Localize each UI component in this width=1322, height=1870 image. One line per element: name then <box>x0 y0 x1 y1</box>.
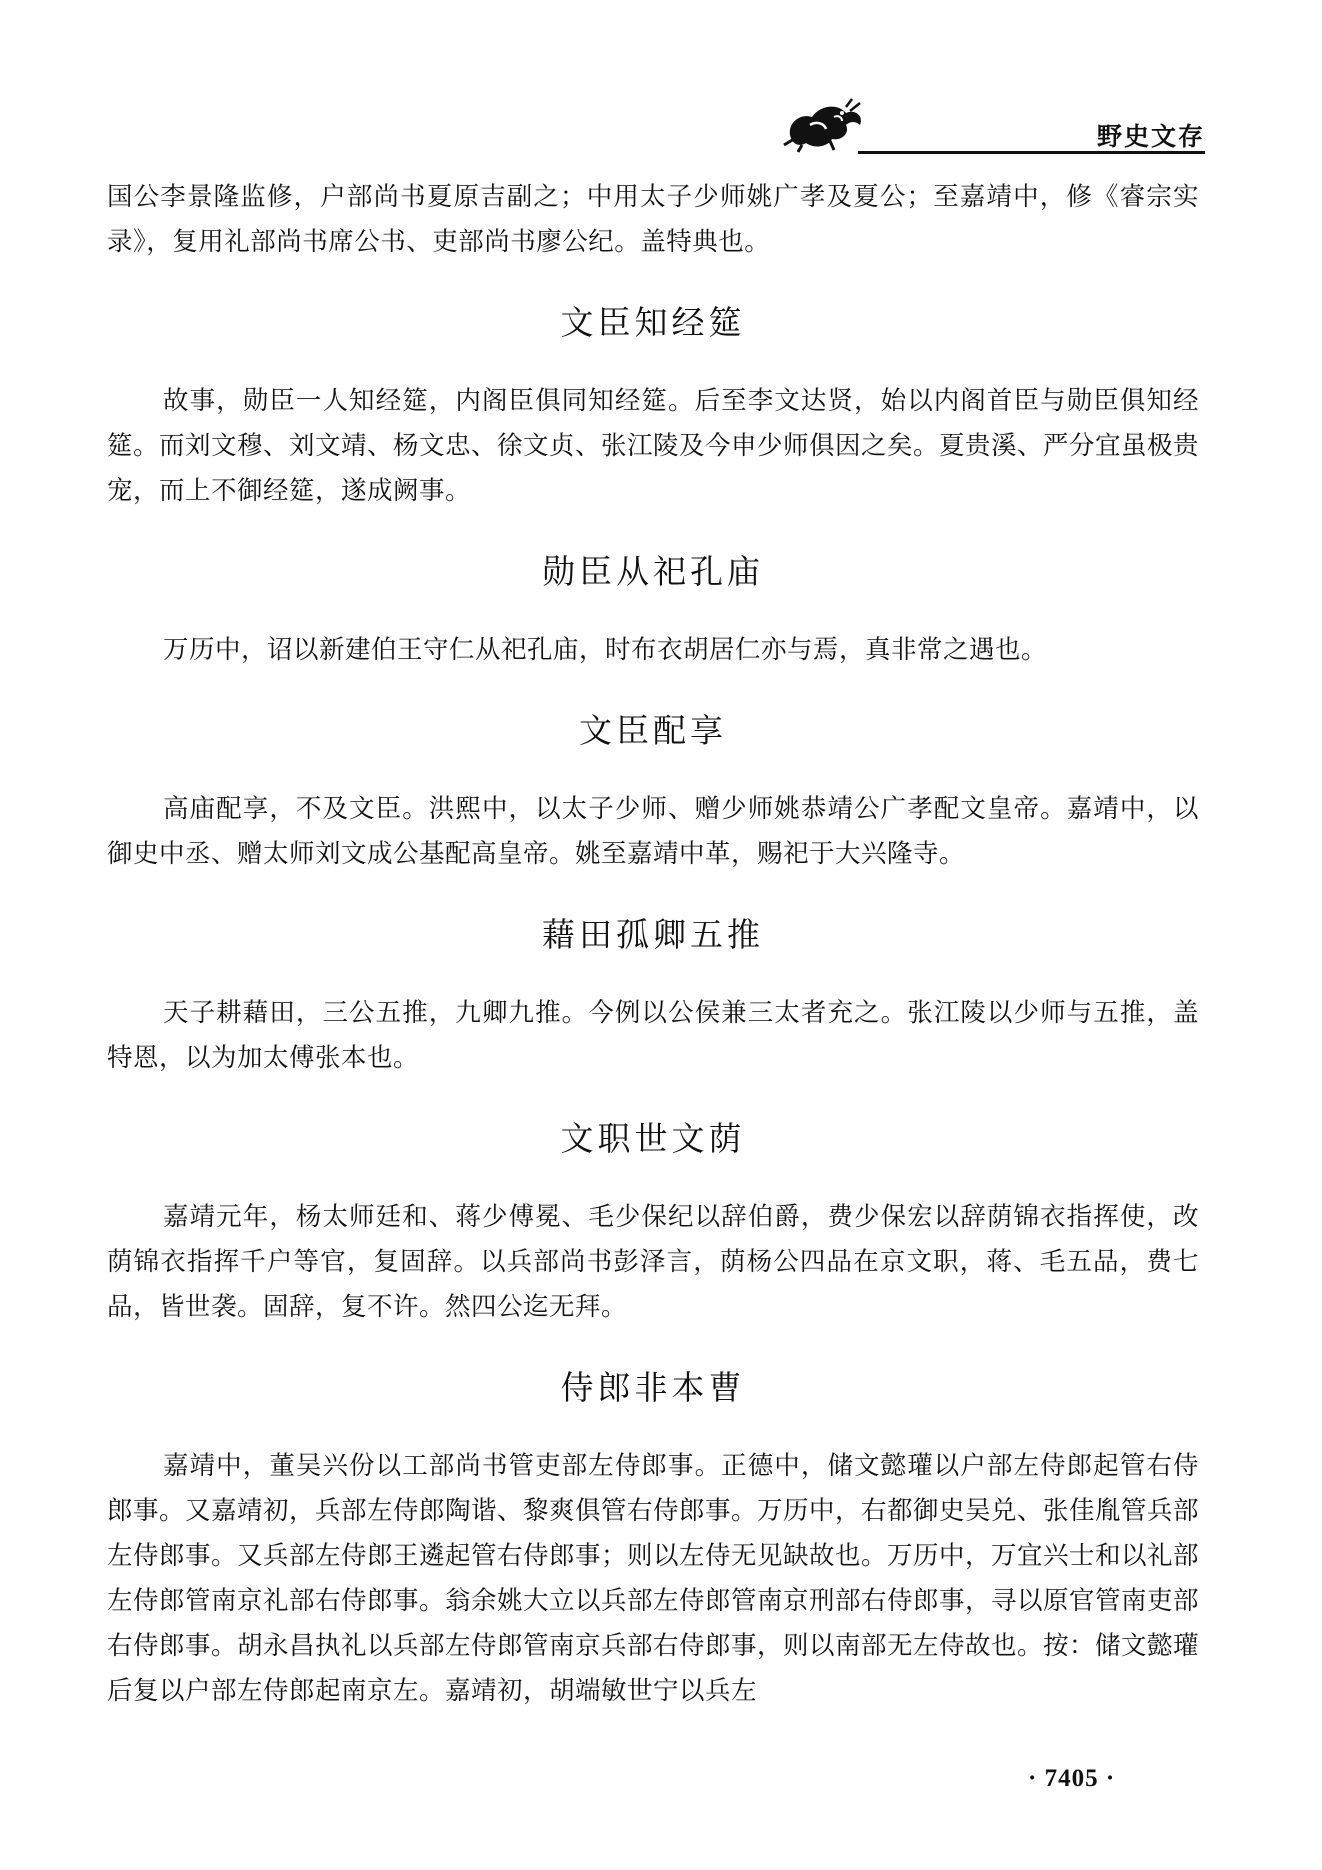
section-title-wenzhi-shi-wenyin: 文职世文荫 <box>560 1119 746 1158</box>
section-body-shilang-fei-bencao: 嘉靖中，董吴兴份以工部尚书管吏部左侍郎事。正德中，储文懿瓘以户部左侍郎起管右侍郎事。又嘉靖初，兵部左侍郎陶谐、黎爽俱管右侍郎事。万历中，右都御史吴兑、张佳胤管兵部左侍郎事。又兵部左侍郎王遴起管右侍郎事；则以左侍无见缺故也。万历中，万宜兴士和以礼部左侍郎管南京礼部右侍郎事。翁余姚大立以兵部左侍郎管南京刑部右侍郎事，寻以原官管南吏部右侍郎事。胡永昌执礼以兵部左侍郎管南京兵部右侍郎事，则以南部无左侍故也。按：储文懿瓘后复以户部左侍郎起南京左。嘉靖初，胡端敏世宁以兵左 <box>107 1451 1200 1706</box>
section-title-wenchen-peixiang: 文臣配享 <box>579 711 727 750</box>
intro-paragraph: 国公李景隆监修，户部尚书夏原吉副之；中用太子少师姚广孝及夏公；至嘉靖中，修《睿宗实录》，复用礼部尚书席公书、吏部尚书廖公纪。盖特典也。 <box>107 182 1199 257</box>
header-rule <box>858 151 1205 154</box>
page-number: · 7405 · <box>1028 1765 1116 1792</box>
dragon-logo-icon <box>780 95 870 153</box>
section-title-shilang-fei-bencao: 侍郎非本曹 <box>560 1368 746 1407</box>
running-header <box>780 95 1205 155</box>
section-body-jitian-guqing-wutui: 天子耕藉田，三公五推，九卿九推。今例以公侯兼三太者充之。张江陵以少师与五推，盖特恩，以为加太傅张本也。 <box>107 998 1199 1073</box>
main-text <box>107 175 1199 1714</box>
section-body-wenchen-zhi-jingyan: 故事，勋臣一人知经筵，内阁臣俱同知经筵。后至李文达贤，始以内阁首臣与勋臣俱知经筵。而刘文穆、刘文靖、杨文忠、徐文贞、张江陵及今申少师俱因之矣。夏贵溪、严分宜虽极贵宠，而上不御经筵，遂成阙事。 <box>107 386 1200 506</box>
section-body-wenchen-peixiang: 高庙配享，不及文臣。洪熙中，以太子少师、赠少师姚恭靖公广孝配文皇帝。嘉靖中，以御史中丞、赠太师刘文成公基配高皇帝。姚至嘉靖中革，赐祀于大兴隆寺。 <box>107 794 1199 869</box>
section-body-wenzhi-shi-wenyin: 嘉靖元年，杨太师廷和、蒋少傅冕、毛少保纪以辞伯爵，费少保宏以辞荫锦衣指挥使，改荫锦衣指挥千户等官，复固辞。以兵部尚书彭泽言，荫杨公四品在京文职，蒋、毛五品，费七品，皆世袭。固辞，复不许。然四公迄无拜。 <box>107 1202 1199 1322</box>
section-body-xunchen-congsi-kongmiao: 万历中，诏以新建伯王守仁从祀孔庙，时布衣胡居仁亦与焉，真非常之遇也。 <box>163 635 1048 665</box>
section-title-jitian-guqing-wutui: 藉田孤卿五推 <box>542 915 764 954</box>
section-title-wenchen-zhi-jingyan: 文臣知经筵 <box>560 303 746 342</box>
header-title: 野史文存 <box>1096 122 1205 151</box>
section-title-xunchen-congsi-kongmiao: 勋臣从祀孔庙 <box>542 552 764 591</box>
